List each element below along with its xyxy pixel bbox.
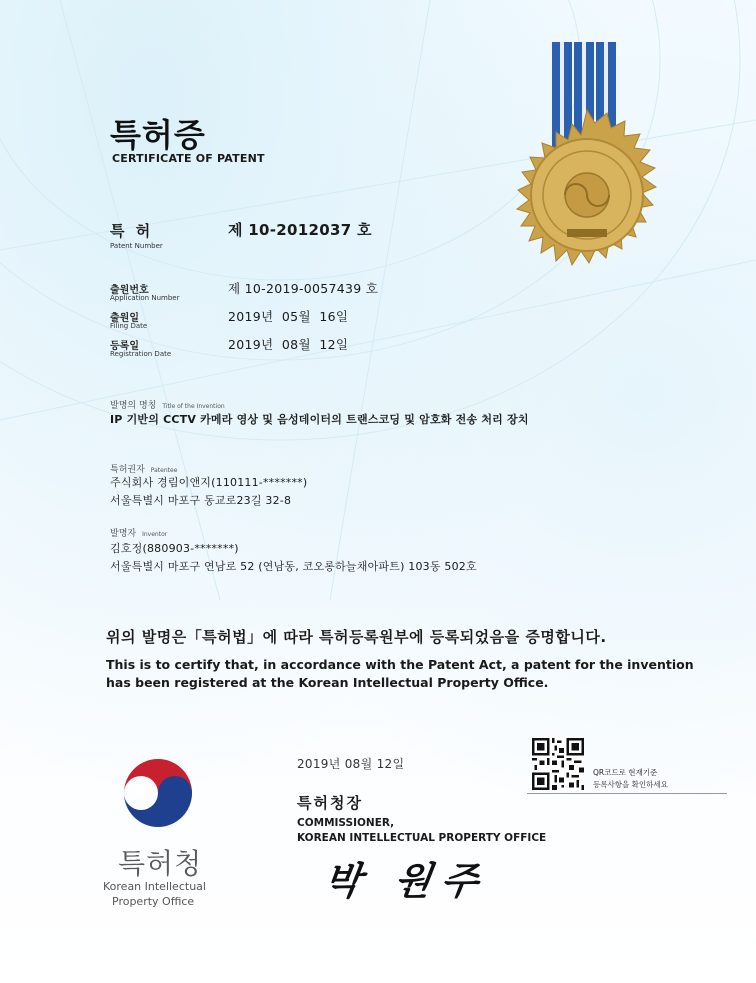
- application-number-label-english: Application Number: [110, 294, 180, 302]
- filing-date-value: 2019년 05월 16일: [228, 309, 349, 324]
- commissioner-signature: 박 원주: [321, 858, 492, 903]
- kipo-logo-icon: [118, 757, 198, 837]
- commissioner-title-korean: 특허청장: [297, 794, 363, 812]
- qr-instruction: [593, 767, 668, 791]
- filing-date-label-english: Filing Date: [110, 322, 148, 330]
- inventor-address: 서울특별시 마포구 연남로 52 (연남동, 코오롱하늘채아파트) 103동 502호: [110, 560, 477, 573]
- qr-instruction-line2: 등록사항을 확인하세요: [593, 780, 668, 789]
- commissioner-title-english-line2: KOREAN INTELLECTUAL PROPERTY OFFICE: [297, 832, 547, 844]
- gold-seal-icon: [502, 40, 672, 280]
- certification-statement-korean: 위의 발명은「특허법」에 따라 특허등록원부에 등록되었음을 증명합니다.: [106, 628, 607, 646]
- qr-instruction-line1: QR코드로 현재기준: [593, 768, 658, 777]
- patentee-name: 주식회사 경림이앤지(110111-*******): [110, 476, 308, 489]
- patent-number-label-english: Patent Number: [110, 242, 163, 250]
- patentee-address: 서울특별시 마포구 동교로23길 32-8: [110, 494, 292, 507]
- office-logo-english-line1: Korean Intellectual: [103, 880, 206, 893]
- patentee-label-english: Patentee: [150, 467, 178, 474]
- inventor-name: 김호정(880903-*******): [110, 542, 239, 555]
- office-logo-korean: 특허청: [118, 847, 203, 880]
- qr-code-icon[interactable]: [532, 738, 584, 790]
- registration-date-value: 2019년 08월 12일: [228, 337, 349, 352]
- certificate-title-english: CERTIFICATE OF PATENT: [112, 152, 265, 165]
- inventor-section-label: [110, 521, 167, 540]
- invention-title: IP 기반의 CCTV 카메라 영상 및 음성데이터의 트랜스코딩 및 암호화 전송 처리 장치: [110, 413, 529, 426]
- invention-label-korean: 발명의 명칭: [110, 401, 157, 411]
- invention-label-english: Title of the Invention: [162, 403, 225, 410]
- commissioner-title-english-line1: COMMISSIONER,: [297, 817, 395, 829]
- application-number-value: 제 10-2019-0057439 호: [228, 281, 379, 296]
- invention-section-label: [110, 393, 225, 412]
- inventor-label-english: Inventor: [142, 531, 168, 538]
- filing-date-label-korean: 출원일: [110, 313, 139, 324]
- office-logo-english-line2: Property Office: [112, 895, 195, 908]
- registration-date-label-korean: 등록일: [110, 341, 139, 352]
- certification-statement-english-line1: This is to certify that, in accordance with the Patent Act, a patent for the invention: [106, 657, 694, 672]
- patent-number-label-korean: 특 허: [110, 222, 154, 240]
- certification-statement-english-line2: has been registered at the Korean Intellectual Property Office.: [106, 675, 549, 690]
- application-number-label-korean: 출원번호: [110, 285, 149, 296]
- patent-number-value: 제 10-2012037 호: [228, 221, 372, 239]
- certificate-title-korean: 특허증: [110, 116, 206, 154]
- qr-divider: [527, 793, 727, 794]
- patentee-label-korean: 특허권자: [110, 465, 145, 475]
- issue-date: 2019년 08월 12일: [297, 757, 405, 771]
- inventor-label-korean: 발명자: [110, 529, 137, 539]
- registration-date-label-english: Registration Date: [110, 350, 172, 358]
